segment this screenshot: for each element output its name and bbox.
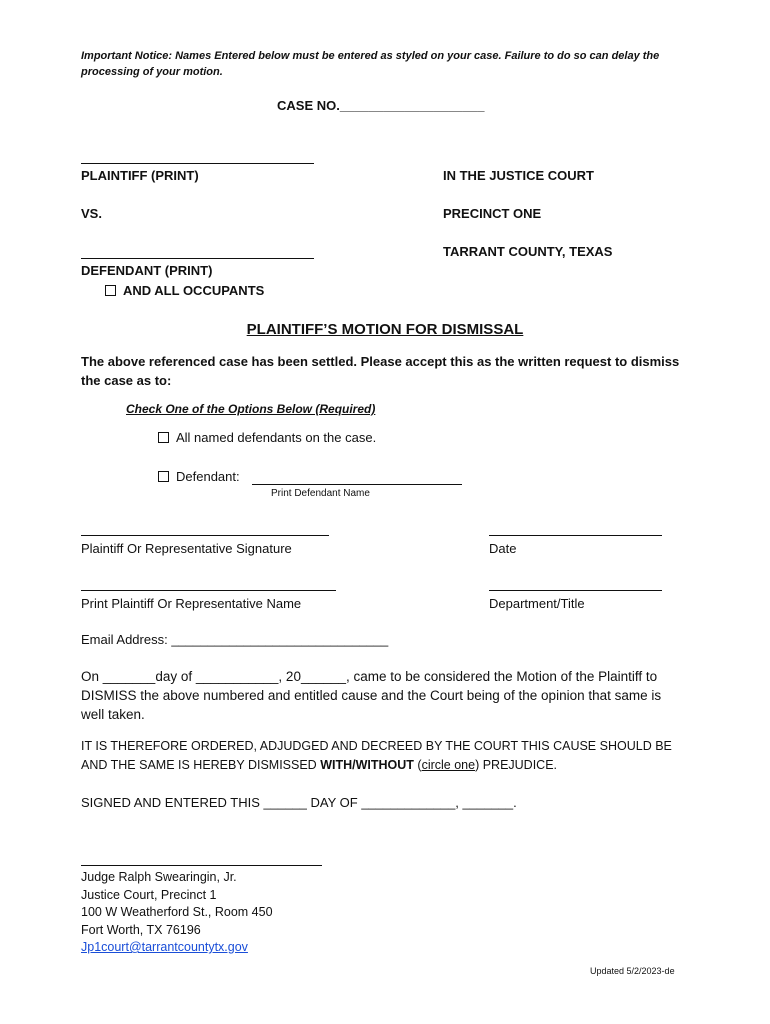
judge-name: Judge Ralph Swearingin, Jr.	[81, 870, 237, 884]
judge-block	[81, 869, 273, 957]
defendant-label: DEFENDANT (PRINT)	[81, 263, 213, 278]
precinct-name: PRECINCT ONE	[443, 206, 542, 221]
court-name: IN THE JUSTICE COURT	[443, 168, 594, 183]
department-line[interactable]	[489, 590, 662, 591]
with-without-choice: WITH/WITHOUT	[320, 758, 414, 772]
option-all-defendants-label: All named defendants on the case.	[176, 430, 377, 445]
judge-court: Justice Court, Precinct 1	[81, 887, 217, 902]
email-address-field[interactable]: ______________________________	[171, 632, 389, 647]
judge-city: Fort Worth, TX 76196	[81, 922, 201, 937]
judge-email-link[interactable]: Jp1court@tarrantcountytx.gov	[81, 940, 248, 954]
document-title: PLAINTIFF’S MOTION FOR DISMISSAL	[246, 321, 524, 338]
case-number-blank[interactable]: ____________________	[339, 98, 485, 113]
option-all-defendants[interactable]	[158, 430, 376, 445]
judge-signature-line[interactable]	[81, 865, 322, 866]
ordered-paragraph: IT IS THEREFORE ORDERED, ADJUDGED AND DECREED BY THE COURT THIS CAUSE SHOULD BE AND THE SAME IS HEREBY DISMISSED WITH/WITHOUT (circle one) PREJUDICE.	[81, 739, 672, 772]
versus-label: VS.	[81, 206, 102, 221]
signature-label: Plaintiff Or Representative Signature	[81, 541, 292, 556]
checkbox-icon[interactable]	[105, 285, 116, 296]
updated-date: Updated 5/2/2023-de	[590, 966, 675, 976]
defendant-name-line[interactable]	[81, 258, 314, 259]
checkbox-icon[interactable]	[158, 432, 169, 443]
signature-line[interactable]	[81, 535, 329, 536]
defendant-name-field[interactable]	[252, 484, 462, 485]
option-defendant[interactable]	[158, 469, 240, 484]
all-occupants-option[interactable]	[105, 283, 264, 298]
plaintiff-label: PLAINTIFF (PRINT)	[81, 168, 199, 183]
print-defendant-name-label: Print Defendant Name	[271, 488, 370, 499]
plaintiff-name-line[interactable]	[81, 163, 314, 164]
options-heading: Check One of the Options Below (Required)	[126, 402, 376, 416]
date-label: Date	[489, 541, 517, 556]
case-number-label: CASE NO.	[277, 98, 340, 113]
email-address-label: Email Address:	[81, 632, 168, 647]
intro-paragraph: The above referenced case has been settled. Please accept this as the written request to dismiss the case as to:	[81, 354, 680, 388]
print-name-label: Print Plaintiff Or Representative Name	[81, 596, 302, 611]
important-notice: Important Notice: Names Entered below must be entered as styled on your case. Failure to do so can delay the processing of your motion.	[81, 50, 660, 78]
print-name-line[interactable]	[81, 590, 336, 591]
department-label: Department/Title	[489, 596, 585, 611]
date-line[interactable]	[489, 535, 662, 536]
order-paragraph: On _______day of ___________, 20______, came to be considered the Motion of the Plaintiff to DISMISS the above numbered and entitled cause and the Court being of the opinion that same is well taken.	[81, 669, 662, 722]
circle-one-note: circle one	[421, 758, 476, 772]
signed-entered-line: SIGNED AND ENTERED THIS ______ DAY OF _____________, _______.	[81, 795, 517, 810]
judge-address: 100 W Weatherford St., Room 450	[81, 905, 273, 919]
county-name: TARRANT COUNTY, TEXAS	[443, 244, 613, 259]
case-number	[277, 98, 484, 113]
all-occupants-label: AND ALL OCCUPANTS	[123, 283, 265, 298]
checkbox-icon[interactable]	[158, 471, 169, 482]
email-address	[81, 632, 388, 647]
option-defendant-label: Defendant:	[176, 469, 240, 484]
